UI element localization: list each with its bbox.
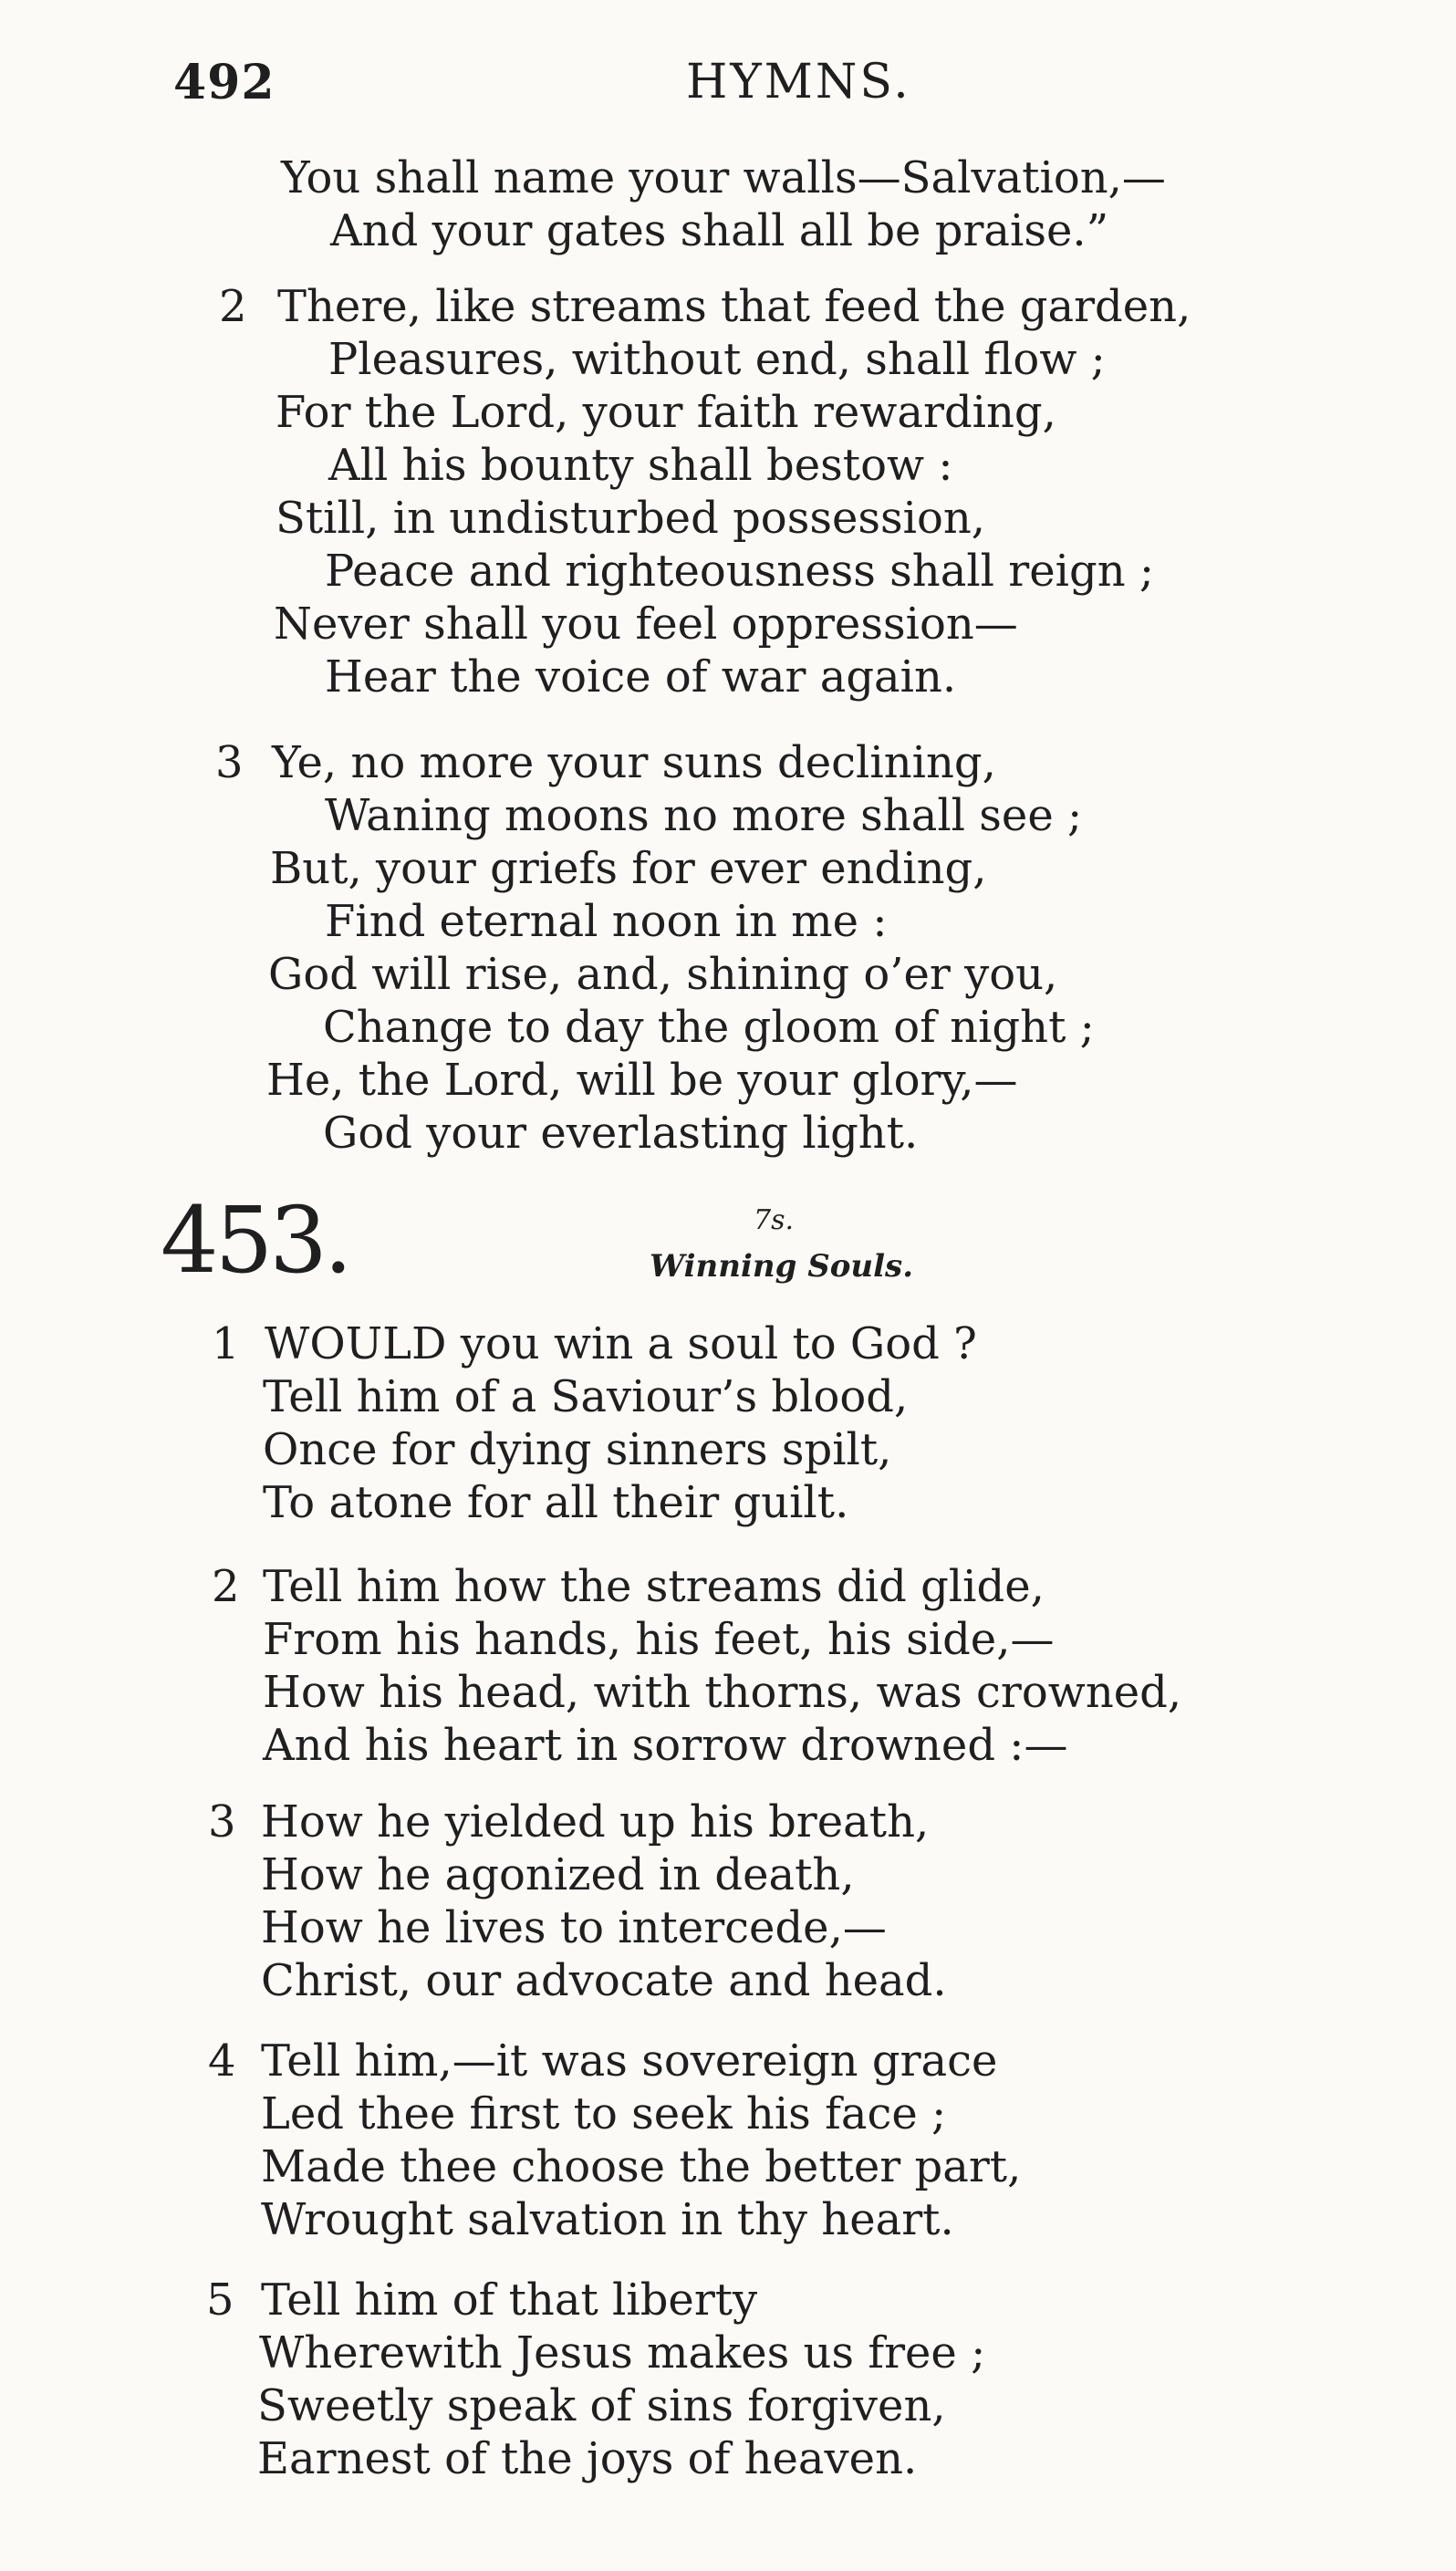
verse-line: Peace and righteousness shall reign ; [325,546,1155,597]
verse-line: Tell him how the streams did glide, [263,1561,1045,1612]
verse-line: You shall name your walls—Salvation,— [281,152,1166,203]
stanza-number: 3 [215,737,244,788]
verse-line: Hear the voice of war again. [325,651,957,703]
page-number: 492 [173,55,276,110]
verse-line: Still, in undisturbed possession, [276,493,986,544]
verse-line: From his hands, his feet, his side,— [263,1614,1055,1665]
verse-line: Change to day the gloom of night ; [323,1002,1095,1053]
verse-line: Christ, our advocate and head. [261,1955,947,2006]
page-heading: HYMNS. [686,55,911,109]
verse-line: He, the Lord, will be your glory,— [266,1055,1018,1106]
hymn-number: 453. [161,1187,349,1294]
verse-line: How he agonized in death, [261,1849,855,1900]
hymn-meter: 7s. [754,1204,795,1236]
verse-line: But, your griefs for ever ending, [270,843,987,894]
verse-line: To atone for all their guilt. [263,1477,849,1528]
stanza-number: 3 [208,1796,236,1848]
verse-line: How he yielded up his breath, [261,1796,930,1848]
verse-line: Earnest of the joys of heaven. [257,2433,918,2484]
verse-line: Tell him,—it was sovereign grace [261,2035,998,2087]
verse-line: Led thee first to seek his face ; [261,2088,947,2139]
stanza-number: 4 [208,2035,236,2087]
verse-line: How he lives to intercede,— [261,1902,887,1953]
verse-line: Ye, no more your suns declining, [272,737,996,788]
verse-line: And his heart in sorrow drowned :— [263,1720,1068,1771]
verse-line: Never shall you feel oppression— [274,599,1018,650]
stanza-number: 2 [212,1561,240,1612]
stanza-number: 5 [206,2274,234,2326]
verse-line: WOULD you win a soul to God ? [265,1318,977,1369]
verse-line: Tell him of that liberty [261,2274,758,2326]
hymn-header [0,1186,1456,1314]
verse-line: For the Lord, your faith rewarding, [276,387,1056,438]
running-head [0,55,1456,119]
verse-line: Sweetly speak of sins forgiven, [257,2380,946,2431]
verse-line: And your gates shall all be praise.” [330,205,1109,256]
stanza-number: 1 [212,1318,240,1369]
hymn-subject: Winning Souls. [650,1248,914,1285]
verse-line: There, like streams that feed the garden, [277,281,1191,332]
verse-line: Tell him of a Saviour’s blood, [263,1371,909,1422]
stanza-number: 2 [219,281,247,332]
verse-line: Wrought salvation in thy heart. [261,2194,954,2245]
verse-line: Pleasures, without end, shall flow ; [328,334,1106,385]
verse-line: Find eternal noon in me : [325,896,888,947]
verse-line: God your everlasting light. [323,1108,919,1159]
verse-line: How his head, with thorns, was crowned, [263,1667,1182,1718]
verse-line: Waning moons no more shall see ; [325,790,1083,841]
verse-line: Once for dying sinners spilt, [263,1424,892,1475]
verse-line: All his bounty shall bestow : [328,440,953,491]
verse-line: God will rise, and, shining o’er you, [268,949,1058,1000]
verse-line: Wherewith Jesus makes us free ; [259,2327,986,2378]
verse-line: Made thee choose the better part, [261,2141,1022,2192]
